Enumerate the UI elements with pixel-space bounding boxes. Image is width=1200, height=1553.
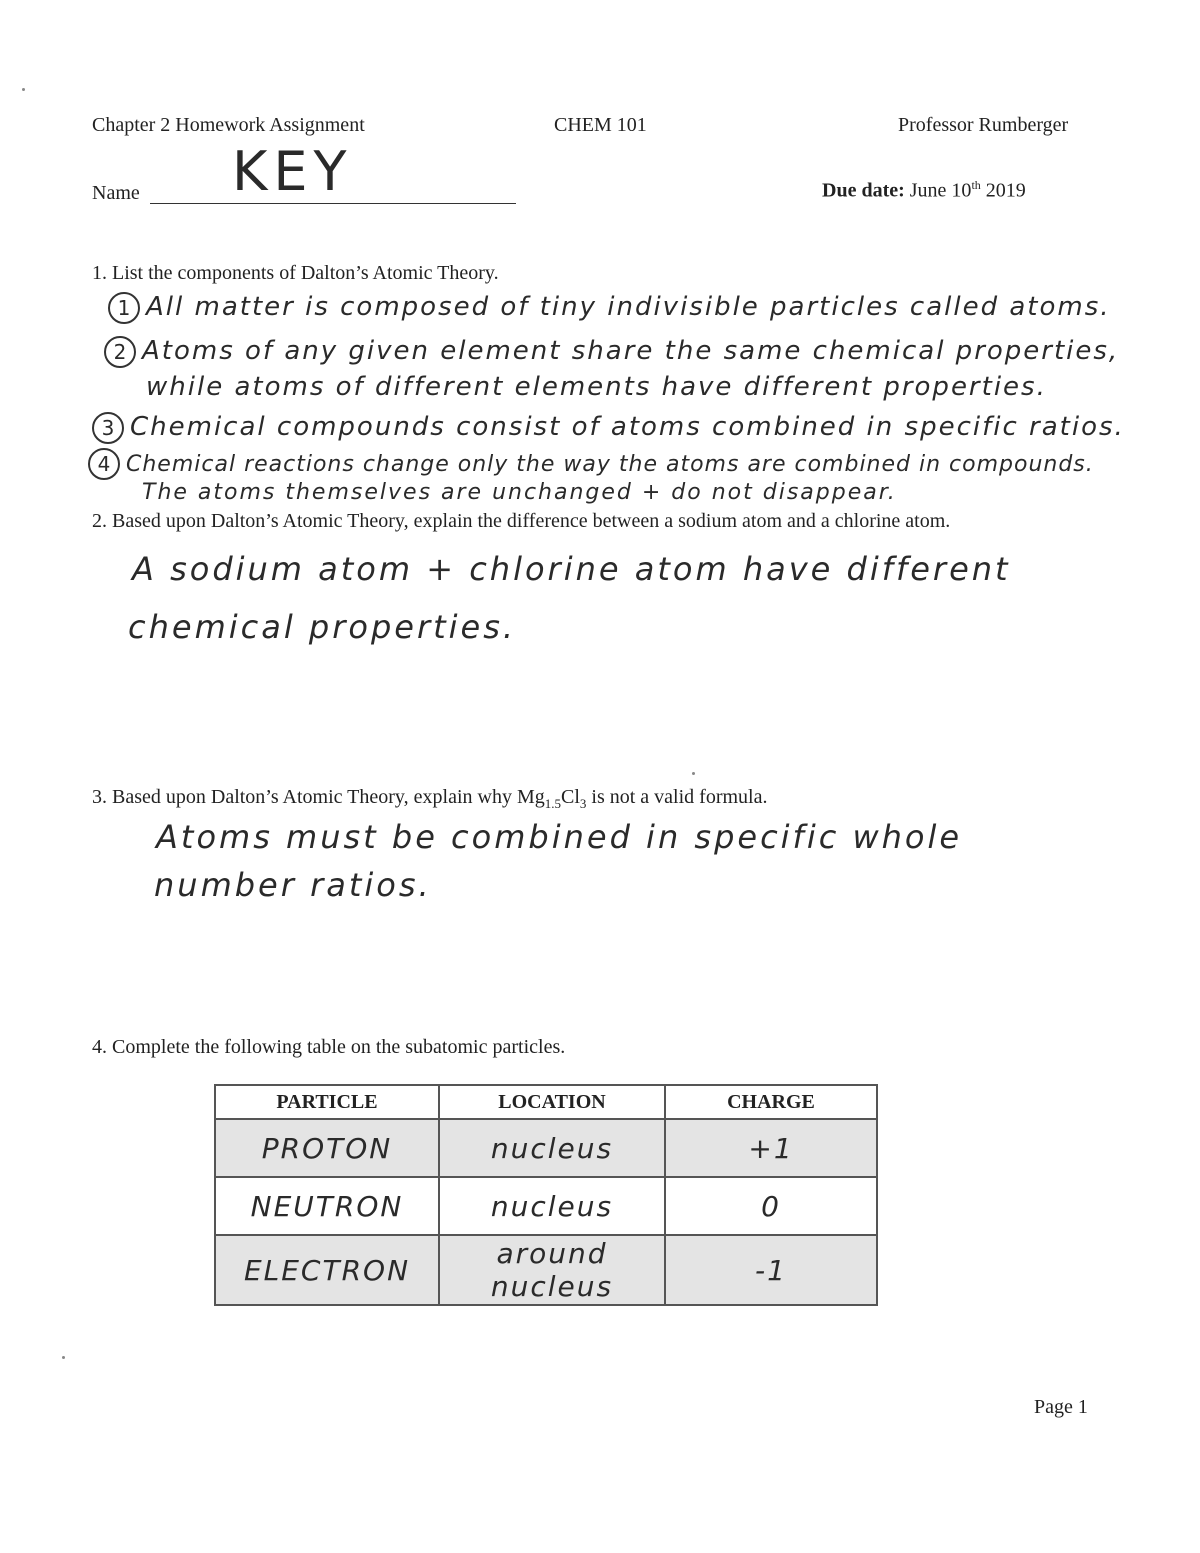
cell-charge: +1 (665, 1119, 877, 1177)
due-year: 2019 (980, 179, 1026, 202)
header-particle: PARTICLE (215, 1085, 439, 1119)
q3-prompt (92, 786, 767, 812)
due-value: June 10 (904, 179, 972, 202)
name-value: KEY (232, 140, 353, 203)
table-header-row (215, 1085, 877, 1119)
q1-answer-4-line2: The atoms themselves are unchanged + do not disappear. (142, 480, 897, 505)
q3-prompt-mid: Cl (560, 786, 580, 808)
q4-prompt: 4. Complete the following table on the subatomic particles. (92, 1036, 566, 1058)
name-underline (150, 203, 516, 204)
cell-location: around nucleus (439, 1235, 665, 1305)
course-code: CHEM 101 (554, 114, 647, 136)
scan-speck (22, 88, 25, 91)
q1-num-4: 4 (88, 448, 120, 480)
q1-answer-1 (108, 292, 1111, 324)
header-charge: CHARGE (665, 1085, 877, 1119)
page-number: Page 1 (1034, 1396, 1088, 1418)
table-row (215, 1235, 877, 1305)
q2-answer-line2: chemical properties. (128, 608, 517, 646)
cell-location: nucleus (439, 1177, 665, 1235)
cell-charge: -1 (665, 1235, 877, 1305)
name-label: Name (92, 182, 140, 204)
q1-answer-3 (92, 412, 1125, 444)
scan-speck (692, 772, 695, 775)
q1-answer-2-line2: while atoms of different elements have different properties. (146, 372, 1047, 402)
q3-sub2: 3 (579, 796, 587, 811)
assignment-title: Chapter 2 Homework Assignment (92, 114, 365, 136)
cell-particle: NEUTRON (215, 1177, 439, 1235)
q1-num-1: 1 (108, 292, 140, 324)
table-row (215, 1119, 877, 1177)
scan-speck (62, 1356, 65, 1359)
q3-answer-line2: number ratios. (154, 866, 432, 904)
q3-prompt-pre: 3. Based upon Dalton’s Atomic Theory, explain why Mg (92, 786, 545, 808)
cell-charge: 0 (665, 1177, 877, 1235)
q1-answer-2 (104, 336, 1119, 368)
q1-answer-3-text: Chemical compounds consist of atoms combined in specific ratios. (130, 412, 1125, 442)
cell-location: nucleus (439, 1119, 665, 1177)
particle-table (214, 1084, 878, 1306)
professor-name: Professor Rumberger (898, 114, 1069, 136)
q1-answer-4 (88, 448, 1094, 480)
q1-answer-4-line1: Chemical reactions change only the way the atoms are combined in compounds. (126, 452, 1094, 477)
due-label: Due date: (822, 179, 905, 202)
q3-sub1: 1.5 (544, 796, 561, 811)
q1-num-2: 2 (104, 336, 136, 368)
q1-prompt: 1. List the components of Dalton’s Atomic Theory. (92, 262, 499, 284)
q1-answer-2-line1: Atoms of any given element share the same chemical properties, (142, 336, 1120, 366)
q3-answer-line1: Atoms must be combined in specific whole (156, 818, 963, 856)
q3-prompt-post: is not a valid formula. (586, 786, 768, 808)
due-sup: th (971, 178, 981, 192)
header-location: LOCATION (439, 1085, 665, 1119)
q2-prompt: 2. Based upon Dalton’s Atomic Theory, explain the difference between a sodium atom and a chlorine atom. (92, 510, 951, 532)
q1-answer-1-text: All matter is composed of tiny indivisible particles called atoms. (146, 292, 1111, 322)
table-row (215, 1177, 877, 1235)
cell-particle: PROTON (215, 1119, 439, 1177)
q2-answer-line1: A sodium atom + chlorine atom have different (132, 550, 1011, 588)
cell-particle: ELECTRON (215, 1235, 439, 1305)
due-date (822, 178, 1026, 203)
q1-num-3: 3 (92, 412, 124, 444)
